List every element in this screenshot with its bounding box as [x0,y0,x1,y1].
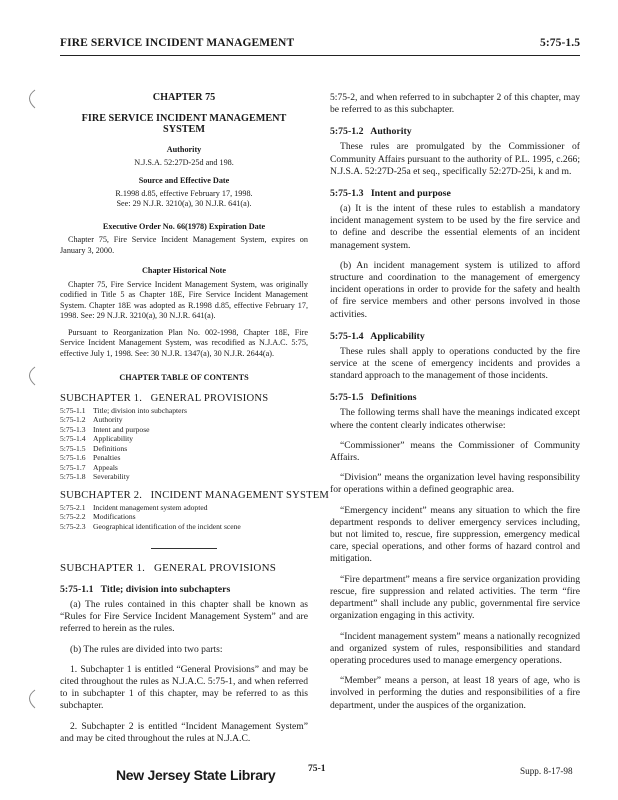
section-1-2-text: These rules are promulgated by the Commissioner of Community Affairs pursuant to the authority of P.L. 1995, c.266; N.J.S.A. 52:27D-25a et seq., specifically 52:27D-25i, k and m. [330,141,580,177]
toc-entry[interactable]: 5:75-1.5 Definitions [60,443,128,453]
section-1-5-heading: 5:75-1.5 Definitions [330,392,417,404]
supplement-date: Supp. 8-17-98 [520,766,573,776]
continued-text: 5:75-2, and when referred to in subchapter 2 of this chapter, may be referred to as this subchapter. [330,92,580,116]
toc-entry[interactable]: 5:75-2.2 Modifications [60,512,136,521]
definition-incident-management-system: “Incident management system” means a nationally recognized and organized system of rules, responsibilities and standard operating procedures used to manage emergency operations. [330,630,580,666]
library-stamp: New Jersey State Library [116,767,276,783]
source-heading: Source and Effective Date [138,176,230,185]
toc-entry[interactable]: 5:75-1.2 Authority [60,415,123,424]
section-1-1-b2: 2. Subchapter 2 is entitled “Incident Management System” and may be cited throughout the rules at N.J.A.C. [60,720,308,744]
toc-subchapter1-title: SUBCHAPTER 1. GENERAL PROVISIONS [60,392,269,404]
toc-entry[interactable]: 5:75-2.1 Incident management system adopted [60,502,208,512]
section-1-1-b1: 1. Subchapter 1 is entitled “General Provisions” and may be cited throughout the rules as N.J.A.C. 5:75-1, and when referred to in subchapter 1 of this chapter, may be referred to as this subchapter. [60,663,308,712]
history-p1: Chapter 75, Fire Service Incident Management System, was originally codified in Title 5 as Chapter 18E, Fire Service Incident Management System. Chapter 18E was adopted as R.1998 d.85, effective February 17, 1998. See: 29 N.J.R. 3210(a), 30 N.J.R. 641(a). [60,279,308,320]
chapter-number: CHAPTER 75 [152,92,216,103]
toc-entry[interactable]: 5:75-1.1 Title; division into subchapters [60,405,188,415]
header-rule [60,55,580,56]
authority-heading: Authority [166,145,202,154]
toc-entry[interactable]: 5:75-1.3 Intent and purpose [60,424,150,434]
source-line1: R.1998 d.85, effective February 17, 1998. [115,188,253,198]
toc-heading: CHAPTER TABLE OF CONTENTS [119,373,249,382]
left-column [60,92,330,745]
toc-entry[interactable]: 5:75-1.7 Appeals [60,462,118,472]
source-line2: See: 29 N.J.R. 3210(a), 30 N.J.R. 641(a). [116,199,252,208]
section-1-5-intro: The following terms shall have the meanings indicated except where the content clearly indicates otherwise: [330,407,580,431]
punch-hole-mark [22,688,38,710]
section-1-3-b: (b) An incident management system is utilized to afford structure and coordination to the management of emergency incident operations in order to provide for the safety and health of fire service members and other persons involved in those activities. [330,259,580,320]
toc-subchapter2-list [60,503,308,532]
page-number: 75-1 [308,763,326,774]
running-header-section: 5:75-1.5 [540,37,581,49]
executive-text: Chapter 75, Fire Service Incident Management System, expires on January 3, 2000. [60,235,308,255]
history-p2: Pursuant to Reorganization Plan No. 002-1998, Chapter 18E, Fire Service Incident Management System, was recodified as N.J.A.C. 5:75, effective July 1, 1998. See: 30 N.J.R. 1347(a), 30 N.J.R. 2644(a). [60,327,308,358]
executive-heading: Executive Order No. 66(1978) Expiration Date [102,221,266,231]
section-1-1-a: (a) The rules contained in this chapter shall be known as “Rules for Fire Service Incident Management System” and are referred to herein as the rules. [60,599,308,635]
definition-division: “Division” means the organization level having responsibility for operations within a defined geographic area. [330,472,580,496]
chapter-title: FIRE SERVICE INCIDENT MANAGEMENT SYSTEM [81,113,287,135]
toc-divider [151,548,217,549]
section-1-4-text: These rules shall apply to operations conducted by the fire service at the scene of emergency incidents and provides a standard approach to the management of those incidents. [330,345,580,382]
definition-commissioner: “Commissioner” means the Commissioner of Community Affairs. [330,439,580,464]
section-1-1-heading: 5:75-1.1 Title; division into subchapters [60,584,231,595]
subchapter1-title: SUBCHAPTER 1. GENERAL PROVISIONS [60,562,277,574]
right-column [330,92,580,712]
running-header-title: FIRE SERVICE INCIDENT MANAGEMENT [60,37,295,49]
section-1-1-b: (b) The rules are divided into two parts: [70,643,223,655]
punch-hole-mark [22,365,38,387]
section-1-3-a: (a) It is the intent of these rules to establish a mandatory incident management system to be used by the fire service and to define and describe the essential elements of an incident management system. [330,203,580,251]
toc-entry[interactable]: 5:75-1.6 Penalties [60,453,121,462]
section-1-3-heading: 5:75-1.3 Intent and purpose [330,188,451,200]
toc-entry[interactable]: 5:75-1.8 Severability [60,472,130,481]
definition-emergency-incident: “Emergency incident” means any situation to which the fire department responds to deliver emergency services including, but not limited to, rescue, fire suppression, emergency medical care, special operations, and other forms of hazard control and mitigation. [330,504,580,565]
definition-member: “Member” means a person, at least 18 years of age, who is involved in performing the duties and responsibilities of a fire department, under the auspices of the organization. [330,675,580,711]
section-1-2-heading: 5:75-1.2 Authority [330,126,412,138]
definition-fire-department: “Fire department” means a fire service organization providing rescue, fire suppression and related activities. The term “fire department” shall include any public, governmental fire service organization engaging in this activity. [330,573,580,622]
toc-subchapter1-list [60,406,308,482]
authority-text: N.J.S.A. 52:27D-25d and 198. [134,157,234,167]
toc-subchapter2-title: SUBCHAPTER 2. INCIDENT MANAGEMENT SYSTEM [60,489,330,501]
history-heading: Chapter Historical Note [142,266,226,275]
punch-hole-mark [22,88,38,110]
section-1-4-heading: 5:75-1.4 Applicability [330,330,425,342]
toc-entry[interactable]: 5:75-1.4 Applicability [60,434,134,443]
toc-entry[interactable]: 5:75-2.3 Geographical identification of the incident scene [60,521,241,531]
